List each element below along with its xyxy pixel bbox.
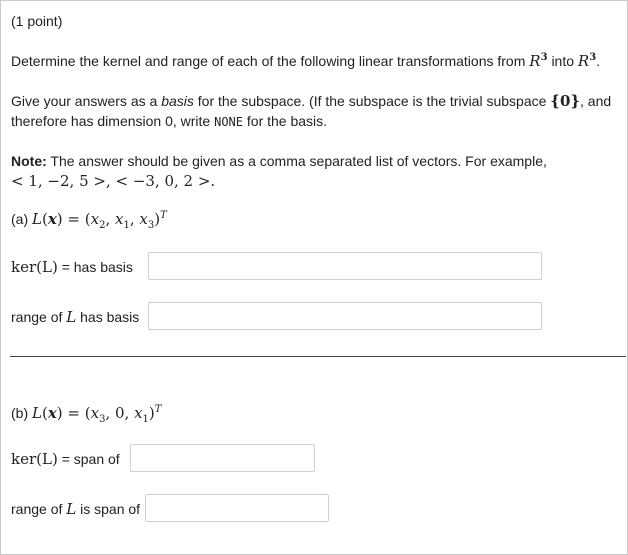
part-a-formula: $L(x) = (x_2$, $x_1$, $x_3)^T$: [32, 210, 167, 231]
zero-subspace: {0}: [550, 92, 581, 110]
part-a-heading: [11, 210, 167, 231]
instructions-line-1: Give your answers as a basis for the subspace. (If the subspace is the trivial subspace {0}, and: [11, 92, 612, 110]
note-text: The answer should be given as a comma separated list of vectors. For example,: [50, 153, 547, 169]
section-divider: [10, 356, 626, 357]
none-keyword: NONE: [214, 115, 244, 129]
part-a-range-input[interactable]: [148, 302, 542, 330]
basis-word: basis: [161, 93, 194, 109]
part-a-kernel-input[interactable]: [148, 252, 542, 280]
instructions-line-2: therefore has dimension 0, write NONE for the basis.: [11, 113, 328, 129]
part-b-range-input[interactable]: [145, 494, 329, 522]
part-b-kernel-label: ker(L) = span of: [11, 450, 120, 468]
part-b-kernel-input[interactable]: [130, 444, 315, 472]
part-b-formula: $L(x) = (x_3$, 0, $x_1)^T$: [32, 404, 162, 425]
part-b-range-label: range of L is span of: [11, 500, 141, 518]
part-b-heading: [11, 404, 162, 425]
intro-sentence: Determine the kernel and range of each of the following linear transformations from: [11, 53, 526, 69]
into-word: into: [551, 53, 575, 69]
intro-text: Determine the kernel and range of each of the following linear transformations from $R^3$ into $R^3$.: [11, 52, 601, 70]
part-a-kernel-label: ker(L) = has basis: [11, 258, 133, 276]
part-a-range-label: range of L has basis: [11, 308, 140, 326]
domain-space: $R^3$: [529, 52, 548, 70]
points-label: (1 point): [11, 13, 63, 29]
part-b-label: (b): [11, 405, 29, 421]
note-line: [11, 153, 547, 169]
note-label: Note:: [11, 153, 47, 169]
codomain-space: $R^3$: [577, 52, 597, 70]
part-a-label: (a): [11, 211, 29, 227]
note-example: < 1, −2, 5 >, < −3, 0, 2 >.: [11, 172, 216, 190]
